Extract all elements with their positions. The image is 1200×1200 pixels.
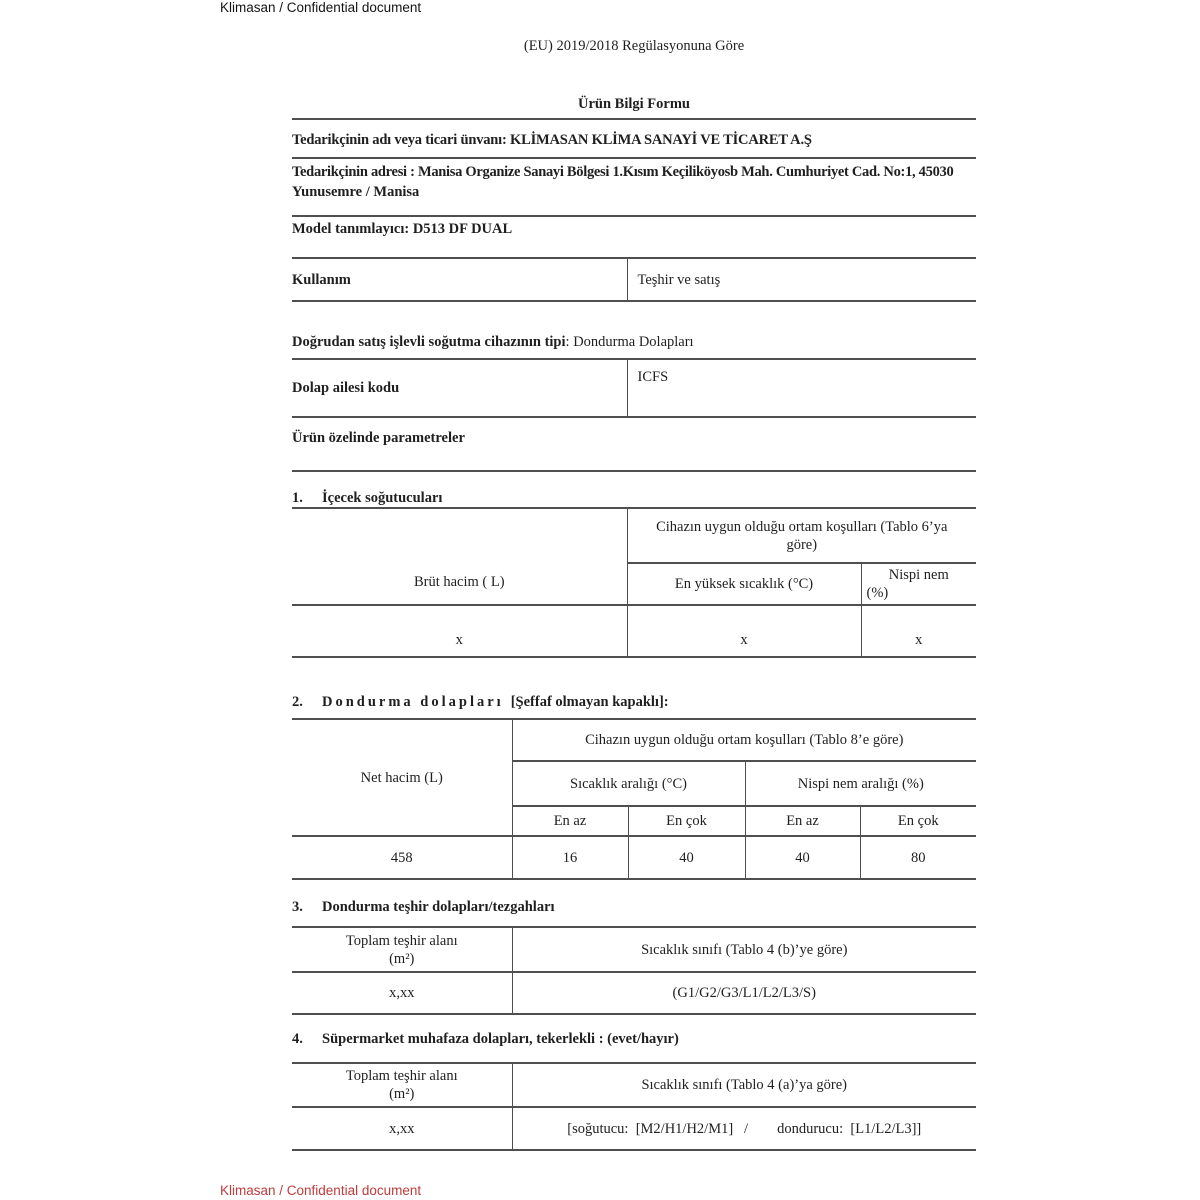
table-row xyxy=(292,972,976,1014)
humidity-min-value: 40 xyxy=(745,836,860,879)
ambient-conditions-header: Cihazın uygun olduğu ortam koşulları (Tablo 8’e göre) xyxy=(512,719,976,761)
display-area-header-line1: Toplam teşhir alanı xyxy=(345,932,458,949)
supplier-address-line1: Tedarikçinin adresi : Manisa Organize Sanayi Bölgesi 1.Kısım Keçiliköyosb Mah. Cumhuriyet Cad. No:1, 45030 xyxy=(292,164,954,180)
temp-range-header: Sıcaklık aralığı (°C) xyxy=(512,761,745,806)
temp-class-header: Sıcaklık sınıfı (Tablo 4 (b)’ye göre) xyxy=(512,927,976,972)
temp-min-value: 16 xyxy=(512,836,628,879)
confidential-header-note: Klimasan / Confidential document xyxy=(220,0,422,15)
ice-cream-freezers-table xyxy=(292,718,976,880)
display-area-value: x,xx xyxy=(292,972,512,1014)
model-identifier-line: Model tanımlayıcı: D513 DF DUAL xyxy=(292,221,513,237)
table-row xyxy=(292,1107,976,1150)
humidity-min-header: En az xyxy=(745,806,860,836)
display-freezers-table xyxy=(292,926,976,1015)
beverage-coolers-table xyxy=(292,507,976,658)
temp-max-value: 40 xyxy=(628,836,745,879)
display-area-header xyxy=(292,1063,512,1107)
section-title-spaced: Dondurma dolapları xyxy=(322,694,504,710)
form-title: Ürün Bilgi Formu xyxy=(578,96,690,112)
usage-value: Teşhir ve satış xyxy=(627,258,976,301)
supermarket-cabinets-table xyxy=(292,1062,976,1151)
relative-humidity-header xyxy=(861,563,976,605)
display-area-header-line1: Toplam teşhir alanı xyxy=(345,1068,458,1084)
divider xyxy=(292,118,976,120)
max-temp-header: En yüksek sıcaklık (°C) xyxy=(627,563,861,605)
temp-class-value: [soğutucu: [M2/H1/H2/M1] / dondurucu: [L1/L2/L3]] xyxy=(567,1120,922,1137)
section-number: 3. xyxy=(292,899,303,915)
supplier-address xyxy=(292,162,976,202)
gross-volume-header: Brüt hacim ( L) xyxy=(292,508,627,605)
temp-class-value: (G1/G2/G3/L1/L2/L3/S) xyxy=(672,985,816,1001)
gross-volume-value: x xyxy=(455,632,463,648)
divider xyxy=(292,215,976,217)
temp-class-header: Sıcaklık sınıfı (Tablo 4 (a)’ya göre) xyxy=(512,1063,976,1107)
device-type-value: Dondurma Dolapları xyxy=(573,334,694,350)
section-title: Dondurma teşhir dolapları/tezgahları xyxy=(322,899,555,915)
product-parameters-title: Ürün özelinde parametreler xyxy=(292,430,465,446)
net-volume-header: Net hacim (L) xyxy=(292,719,512,836)
display-area-header xyxy=(292,927,512,972)
device-type-separator: : xyxy=(565,334,574,350)
confidential-footer-note: Klimasan / Confidential document xyxy=(220,1183,422,1198)
section-title: İçecek soğutucuları xyxy=(322,490,443,506)
table-row xyxy=(292,258,976,301)
divider xyxy=(292,470,976,472)
section-title-rest: [Şeffaf olmayan kapaklı]: xyxy=(510,694,669,710)
section-2-heading xyxy=(292,693,976,711)
humidity-range-header: Nispi nem aralığı (%) xyxy=(745,761,976,806)
relative-humidity-header-line2: (%) xyxy=(866,585,889,601)
humidity-max-value: 80 xyxy=(860,836,976,879)
usage-label: Kullanım xyxy=(292,271,351,288)
table-row xyxy=(292,836,976,879)
supplier-name-line: Tedarikçinin adı veya ticari ünvanı: KLİMASAN KLİMA SANAYİ VE TİCARET A.Ş xyxy=(292,132,812,148)
device-type-label: Doğrudan satış işlevli soğutma cihazının tipi xyxy=(292,334,566,350)
usage-table xyxy=(292,257,976,302)
section-1-heading xyxy=(292,489,976,507)
regulation-title: (EU) 2019/2018 Regülasyonuna Göre xyxy=(523,38,745,54)
display-area-header-line2: (m²) xyxy=(389,950,415,967)
section-3-heading xyxy=(292,898,976,916)
section-number: 2. xyxy=(292,694,303,710)
supplier-address-line2: Yunusemre / Manisa xyxy=(292,184,420,200)
table-row xyxy=(292,605,976,657)
relative-humidity-value: x xyxy=(861,605,976,657)
table-row xyxy=(292,359,976,417)
section-number: 1. xyxy=(292,490,303,506)
cabinet-family-value: ICFS xyxy=(627,359,976,417)
max-temp-value: x xyxy=(627,605,861,657)
divider xyxy=(292,157,976,159)
document-body xyxy=(292,0,976,1151)
relative-humidity-header-line1: Nispi nem xyxy=(888,567,949,583)
ambient-conditions-header: Cihazın uygun olduğu ortam koşulları (Tablo 6’ya göre) xyxy=(627,508,976,563)
table-row xyxy=(292,1063,976,1107)
display-area-value: x,xx xyxy=(292,1107,512,1150)
temp-max-header: En çok xyxy=(628,806,745,836)
section-title: Süpermarket muhafaza dolapları, tekerlekli : (evet/hayır) xyxy=(322,1031,679,1047)
table-row xyxy=(292,927,976,972)
net-volume-value: 458 xyxy=(390,849,413,866)
cabinet-family-label: Dolap ailesi kodu xyxy=(292,380,400,396)
table-row xyxy=(292,508,976,563)
temp-min-header: En az xyxy=(512,806,628,836)
cabinet-family-table xyxy=(292,358,976,418)
section-number: 4. xyxy=(292,1031,303,1047)
humidity-max-header: En çok xyxy=(860,806,976,836)
display-area-header-line2: (m²) xyxy=(389,1086,415,1102)
table-row xyxy=(292,719,976,761)
device-type-line xyxy=(292,333,976,351)
section-4-heading xyxy=(292,1030,976,1048)
